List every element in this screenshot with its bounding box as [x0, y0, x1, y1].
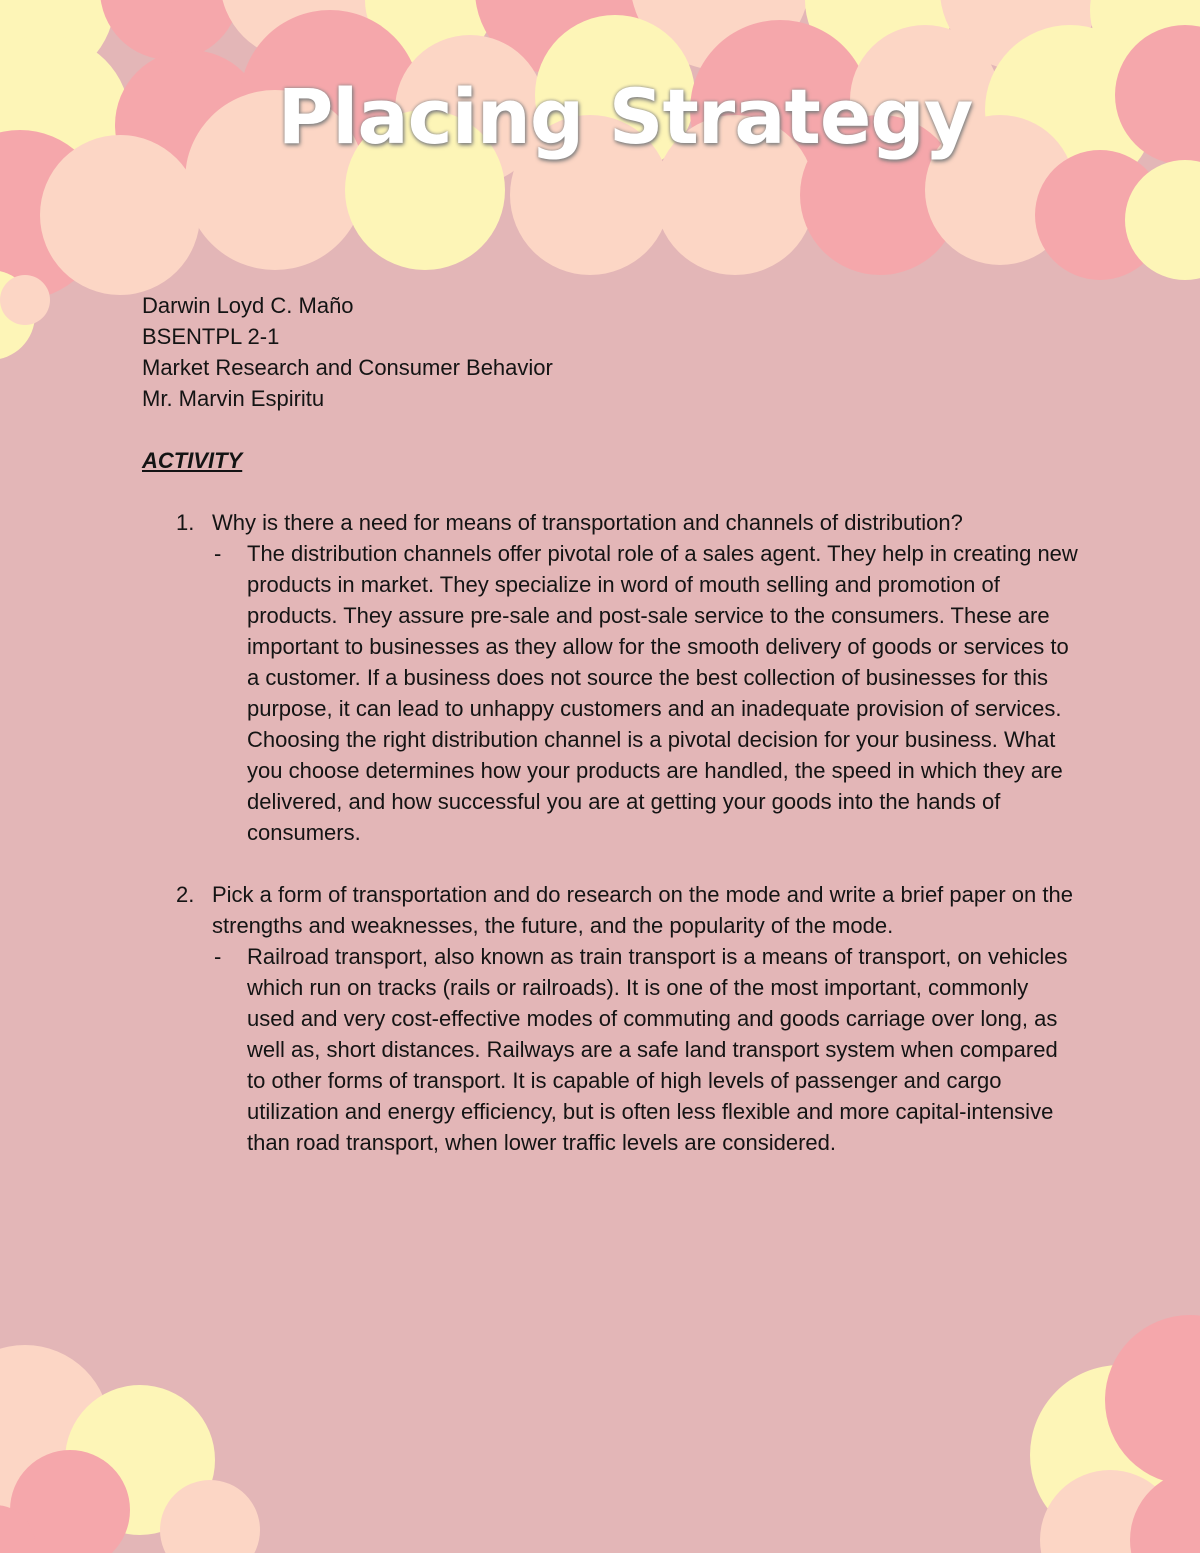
header-block	[142, 290, 1082, 414]
page-title: Placing Strategy	[277, 72, 973, 161]
question-item-1	[142, 507, 1082, 538]
student-section: BSENTPL 2-1	[142, 324, 280, 349]
student-name: Darwin Loyd C. Maño	[142, 293, 354, 318]
question-text: Why is there a need for means of transportation and channels of distribution?	[212, 510, 963, 535]
answer-item-2	[142, 941, 1082, 1158]
bullet-dash: -	[214, 541, 222, 566]
question-text: Pick a form of transportation and do research on the mode and write a brief paper on the strengths and weaknesses, the future, and the popularity of the mode.	[212, 882, 1073, 938]
question-item-2	[142, 879, 1082, 941]
instructor-name: Mr. Marvin Espiritu	[142, 386, 325, 411]
question-number: 2.	[176, 882, 195, 907]
answer-text: The distribution channels offer pivotal role of a sales agent. They help in creating new products in market. They specialize in word of mouth selling and promotion of products. They assure pre-sale and post-sale service to the consumers. These are important to businesses as they allow for the smooth delivery of goods or services to a customer. If a business does not source the best collection of businesses for this purpose, it can lead to unhappy customers and an inadequate provision of services. Choosing the right distribution channel is a pivotal decision for your business. What you choose determines how your products are handled, the speed in which they are delivered, and how successful you are at getting your goods into the hands of consumers.	[247, 541, 1078, 845]
question-number: 1.	[176, 510, 195, 535]
answer-text: Railroad transport, also known as train transport is a means of transport, on vehicles which run on tracks (rails or railroads). It is one of the most important, commonly used and very cost-effective modes of commuting and goods carriage over long, as well as, short distances. Railways are a safe land transport system when compared to other forms of transport. It is capable of high levels of passenger and cargo utilization and energy efficiency, but is often less flexible and more capital-intensive than road transport, when lower traffic levels are considered.	[247, 944, 1068, 1155]
answer-item-1	[142, 538, 1082, 848]
activity-heading: ACTIVITY	[142, 448, 243, 473]
document-body	[142, 290, 1082, 1158]
bottom-left-circle-cluster	[0, 1345, 260, 1553]
course-name: Market Research and Consumer Behavior	[142, 355, 553, 380]
bullet-dash: -	[214, 944, 222, 969]
bottom-right-circle-cluster	[1030, 1315, 1200, 1553]
